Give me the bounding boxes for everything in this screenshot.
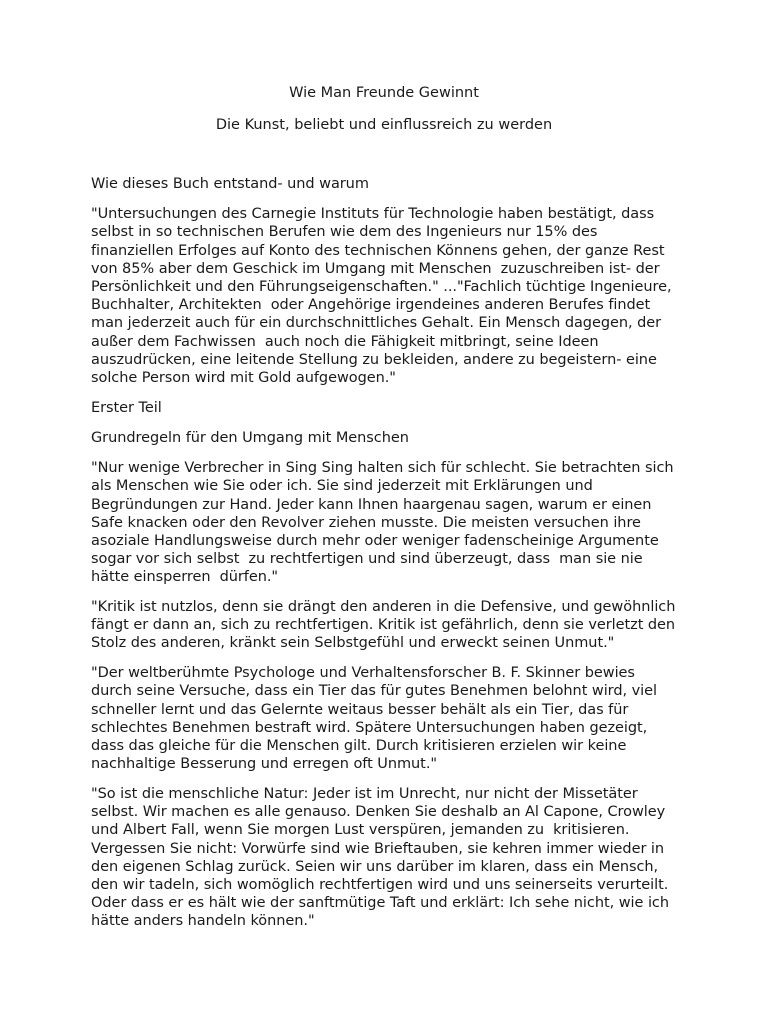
part-label: Erster Teil (91, 399, 162, 416)
paragraph-human-nature-quote: "So ist die menschliche Natur: Jeder ist im Unrecht, nur nicht der Missetäter selbst. Wir machen es alle genauso. Denken Sie deshalb an Al Capone, Crowley und Albert Fall, wenn Sie morgen Lust verspüren, jemanden zu kritisieren. Vergessen Sie nicht: Vorwürfe sind wie Brieftauben, sie kehren immer wieder in den eigenen Schlag zurück. Seien wir uns darüber im klaren, dass ein Mensch, den wir tadeln, sich womöglich rechtfertigen wird und uns seinerseits verurteilt. Oder dass er es hält wie der sanftmütige Taft und erklärt: Ich sehe nicht, wie ich hätte anders handeln können." (91, 785, 674, 930)
document-body (91, 175, 679, 942)
paragraph-skinner-quote: "Der weltberühmte Psychologe und Verhaltensforscher B. F. Skinner bewies durch seine Versuche, dass ein Tier das für gutes Benehmen belohnt wird, viel schneller lernt und das Gelernte weitaus besser behält als ein Tier, das für schlechtes Benehmen bestraft wird. Spätere Untersuchungen haben gezeigt, dass das gleiche für die Menschen gilt. Durch kritisieren erzielen wir keine nachhaltige Besserung und erregen oft Unmut." (91, 665, 662, 773)
paragraph-criticism-quote: "Kritik ist nutzlos, denn sie drängt den anderen in die Defensive, und gewöhnlich fängt er dann an, sich zu rechtfertigen. Kritik ist gefährlich, denn sie verletzt den Stolz des anderen, kränkt sein Selbstgefühl und erweckt seinen Unmut." (91, 599, 680, 652)
section-heading-origin: Wie dieses Buch entstand- und warum (91, 176, 369, 192)
document-title: Wie Man Freunde Gewinnt (289, 85, 479, 101)
paragraph-carnegie-quote: "Untersuchungen des Carnegie Instituts für Technologie haben bestätigt, dass selbst in so technischen Berufen wie dem des Ingenieurs nur 15% des finanziellen Erfolges auf Konto des technischen Könnens gehen, der ganze Rest von 85% aber dem Geschick im Umgang mit Menschen zuzuschreiben ist- der Persönlichkeit und den Führungseigenschaften." ..."Fachlich tüchtige Ingenieure, Buchhalter, Architekten oder Angehörige irgendeines anderen Berufes findet man jederzeit auch für ein durchschnittliches Gehalt. Ein Mensch dagegen, der außer dem Fachwissen auch noch die Fähigkeit mitbringt, seine Ideen auszudrücken, eine leitende Stellung zu bekleiden, andere zu begeistern- eine solche Person wird mit Gold aufgewogen." (91, 206, 677, 387)
section-heading-rules: Grundregeln für den Umgang mit Menschen (91, 429, 409, 446)
paragraph-sing-sing-quote: "Nur wenige Verbrecher in Sing Sing halten sich für schlecht. Sie betrachten sich als Menschen wie Sie oder ich. Sie sind jederzeit mit Erklärungen und Begründungen zur Hand. Jeder kann Ihnen haargenau sagen, warum er einen Safe knacken oder den Revolver ziehen musste. Die meisten versuchen ihre asoziale Handlungsweise durch mehr oder weniger fadenscheinige Argumente sogar vor sich selbst zu rechtfertigen und sind überzeugt, dass man sie nie hätte einsperren dürfen." (91, 460, 679, 586)
document-subtitle: Die Kunst, beliebt und einflussreich zu werden (215, 117, 553, 133)
